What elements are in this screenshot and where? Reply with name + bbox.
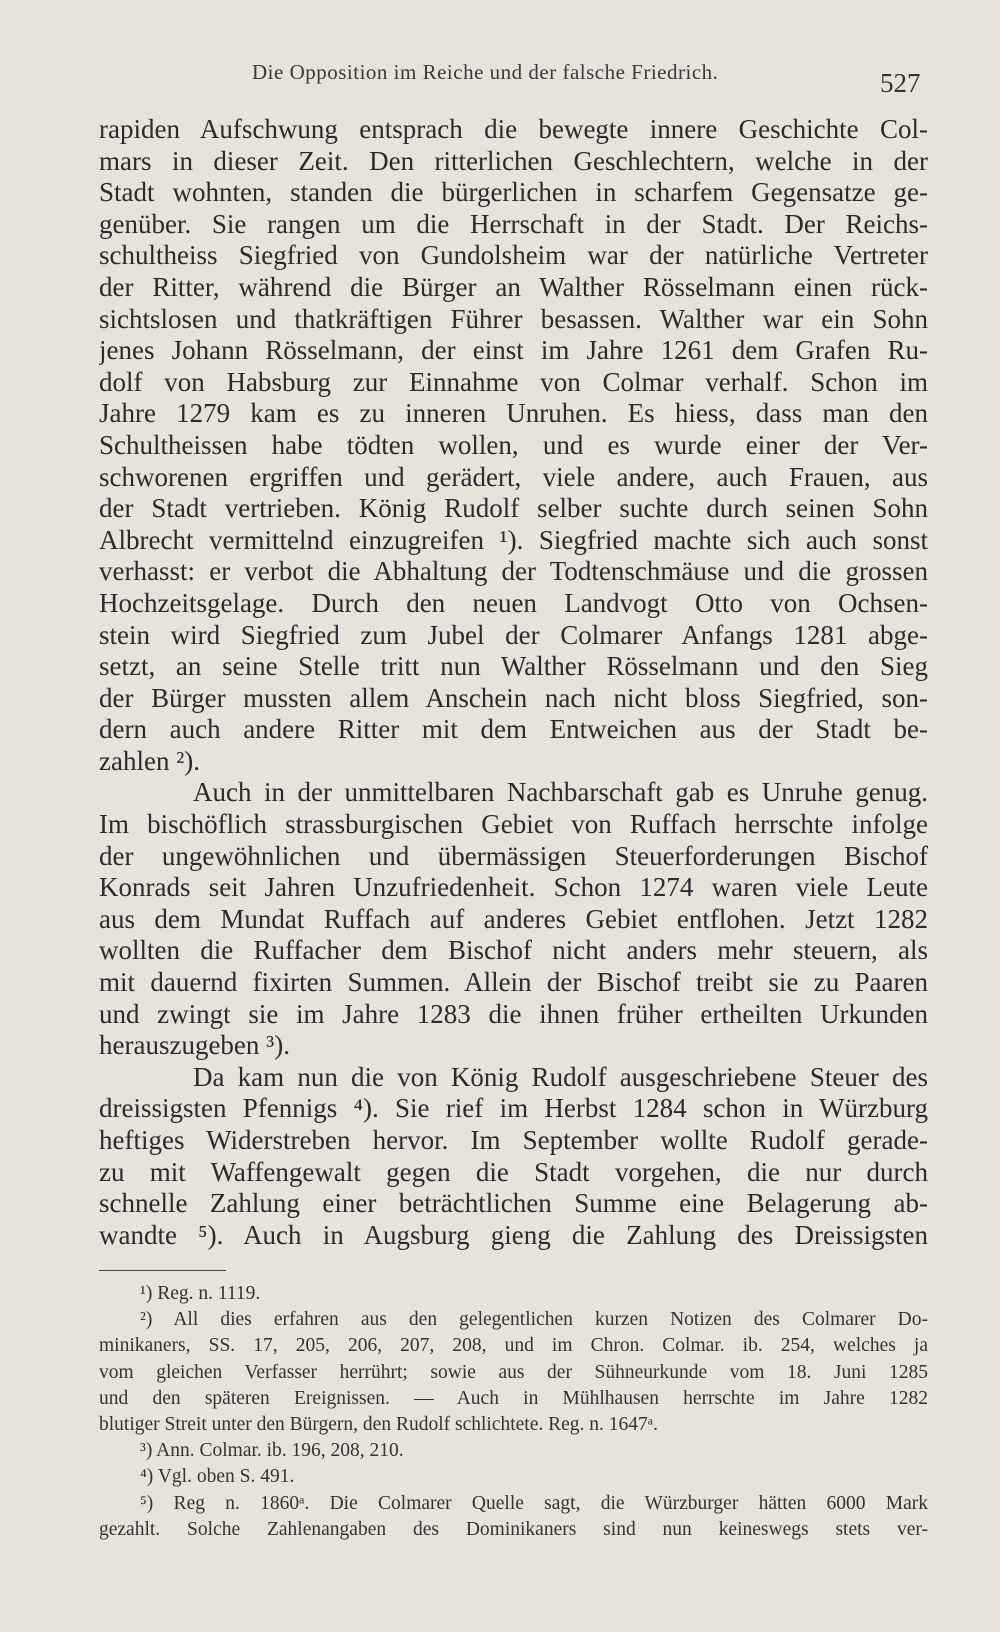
body-line: Albrecht vermittelnd einzugreifen ¹). Siegfried machte sich auch sonst <box>99 524 928 555</box>
body-line: Hochzeitsgelage. Durch den neuen Landvogt Otto von Ochsen- <box>99 587 928 618</box>
body-line: genüber. Sie rangen um die Herrschaft in der Stadt. Der Reichs- <box>99 208 928 239</box>
footnote-line: ²) All dies erfahren aus den gelegentlichen kurzen Notizen des Colmarer Do- <box>140 1309 928 1331</box>
page-header <box>0 60 1000 96</box>
footnote-line: ¹) Reg. n. 1119. <box>140 1283 261 1304</box>
body-line: zahlen ²). <box>99 745 201 776</box>
footnote-line: vom gleichen Verfasser herrührt; sowie aus der Sühneurkunde vom 18. Juni 1285 <box>99 1361 928 1383</box>
body-line: zu mit Waffengewalt gegen die Stadt vorgehen, die nur durch <box>99 1156 928 1187</box>
body-line: jenes Johann Rösselmann, der einst im Jahre 1261 dem Grafen Ru- <box>99 335 928 366</box>
body-line: aus dem Mundat Ruffach auf anderes Gebiet entflohen. Jetzt 1282 <box>99 903 928 934</box>
body-line: mars in dieser Zeit. Den ritterlichen Geschlechtern, welche in der <box>99 145 928 176</box>
footnote-line: ⁵) Reg n. 1860ᵃ. Die Colmarer Quelle sagt, die Würzburger hätten 6000 Mark <box>140 1492 928 1514</box>
body-line: Auch in der unmittelbaren Nachbarschaft gab es Unruhe genug. <box>193 777 928 808</box>
body-line: wandte ⁵). Auch in Augsburg gieng die Zahlung des Dreissigsten <box>99 1219 928 1250</box>
body-line: dreissigsten Pfennigs ⁴). Sie rief im Herbst 1284 schon in Würzburg <box>99 1093 928 1124</box>
body-line: schnelle Zahlung einer beträchtlichen Summe eine Belagerung ab- <box>99 1188 928 1219</box>
body-line: mit dauernd fixirten Summen. Allein der Bischof treibt sie zu Paaren <box>99 967 928 998</box>
body-line: heftiges Widerstreben hervor. Im September wollte Rudolf gerade- <box>99 1125 928 1155</box>
body-line: der Stadt vertrieben. König Rudolf selber suchte durch seinen Sohn <box>99 493 928 524</box>
body-line: und zwingt sie im Jahre 1283 die ihnen früher ertheilten Urkunden <box>99 998 928 1029</box>
body-line: Schultheissen habe tödten wollen, und es wurde einer der Ver- <box>99 429 928 460</box>
body-line: Jahre 1279 kam es zu inneren Unruhen. Es hiess, dass man den <box>99 398 928 429</box>
body-line: der Ritter, während die Bürger an Walther Rösselmann einen rück- <box>99 271 928 302</box>
body-line: Konrads seit Jahren Unzufriedenheit. Schon 1274 waren viele Leute <box>99 872 928 903</box>
footnote-divider <box>99 1270 226 1271</box>
body-line: verhasst: er verbot die Abhaltung der Todtenschmäuse und die grossen <box>99 556 928 587</box>
footnotes <box>99 1281 928 1543</box>
body-line: schworenen ergriffen und gerädert, viele andere, auch Frauen, aus <box>99 461 928 492</box>
body-line: Stadt wohnten, standen die bürgerlichen in scharfem Gegensatze ge- <box>99 177 928 208</box>
footnote-line: ⁴) Vgl. oben S. 491. <box>140 1466 295 1488</box>
body-line: sichtslosen und thatkräftigen Führer besassen. Walther war ein Sohn <box>99 303 928 334</box>
body-line: stein wird Siegfried zum Jubel der Colmarer Anfangs 1281 abge- <box>99 619 928 650</box>
footnote-line: blutiger Streit unter den Bürgern, den Rudolf schlichtete. Reg. n. 1647ᵃ. <box>99 1413 658 1435</box>
body-line: Da kam nun die von König Rudolf ausgeschriebene Steuer des <box>193 1061 928 1092</box>
body-line: schultheiss Siegfried von Gundolsheim war der natürliche Vertreter <box>99 240 928 271</box>
body-line: rapiden Aufschwung entsprach die bewegte innere Geschichte Col- <box>99 114 928 144</box>
body-text <box>99 114 928 1251</box>
page-number: 527 <box>880 68 921 98</box>
footnote-line: gezahlt. Solche Zahlenangaben des Dominikaners sind nun keineswegs stets ver- <box>99 1518 928 1540</box>
body-line: wollten die Ruffacher dem Bischof nicht anders mehr steuern, als <box>99 935 928 966</box>
running-title: Die Opposition im Reiche und der falsche Friedrich. <box>252 60 719 84</box>
body-line: Im bischöflich strassburgischen Gebiet von Ruffach herrschte infolge <box>99 809 928 840</box>
body-line: der ungewöhnlichen und übermässigen Steuerforderungen Bischof <box>99 840 928 871</box>
body-line: setzt, an seine Stelle tritt nun Walther Rösselmann und den Sieg <box>99 651 928 682</box>
footnote-line: minikaners, SS. 17, 205, 206, 207, 208, und im Chron. Colmar. ib. 254, welches ja <box>99 1335 928 1357</box>
footnote-line: und den späteren Ereignissen. — Auch in Mühlhausen herrschte im Jahre 1282 <box>99 1387 928 1409</box>
footnote-line: ³) Ann. Colmar. ib. 196, 208, 210. <box>140 1440 404 1462</box>
body-line: der Bürger mussten allem Anschein nach nicht bloss Siegfried, son- <box>99 682 928 713</box>
body-line: dolf von Habsburg zur Einnahme von Colmar verhalf. Schon im <box>99 366 928 397</box>
body-line: herauszugeben ³). <box>99 1030 291 1061</box>
body-line: dern auch andere Ritter mit dem Entweichen aus der Stadt be- <box>99 714 928 745</box>
